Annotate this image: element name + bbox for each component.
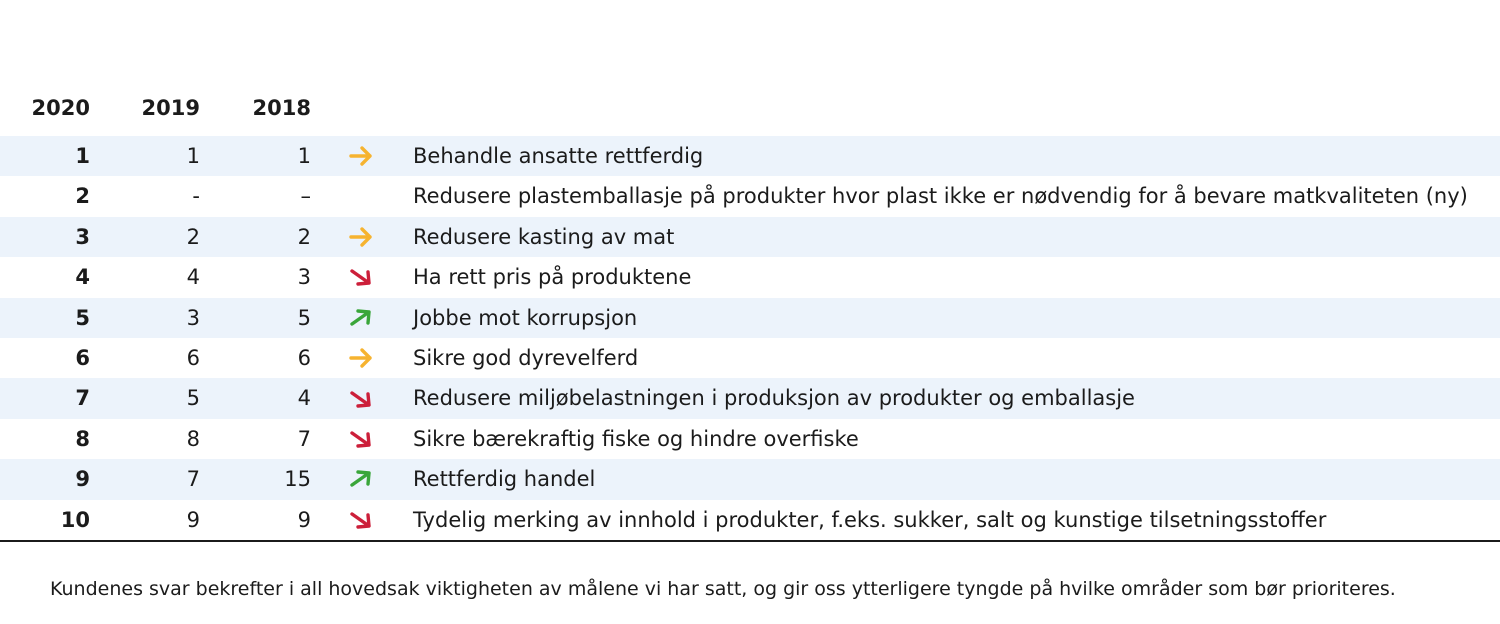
table-row (0, 500, 1500, 540)
table-row (0, 419, 1500, 459)
rank-2018: 3 (297, 265, 311, 290)
rank-2020: 7 (75, 386, 90, 411)
table-row (0, 378, 1500, 418)
footnote: Kundenes svar bekrefter i all hovedsak viktigheten av målene vi har satt, og gir oss ytterligere tyngde på hvilke områder som bør prioriteres. (50, 578, 1396, 600)
rank-2020: 4 (75, 265, 90, 290)
table-row (0, 176, 1500, 216)
rank-2019: 9 (186, 507, 200, 532)
goal-label: Redusere plastemballasje på produkter hvor plast ikke er nødvendig for å bevare matkvaliteten (ny) (413, 184, 1468, 209)
rank-2020: 6 (75, 345, 90, 370)
rank-2018: 4 (297, 386, 311, 411)
rank-2018: 6 (297, 345, 311, 370)
goal-label: Rettferdig handel (413, 467, 596, 492)
rank-2020: 2 (75, 184, 90, 209)
ranking-table (0, 136, 1500, 540)
table-row (0, 459, 1500, 499)
table-row (0, 217, 1500, 257)
trend-up-arrow-icon (349, 459, 375, 499)
rank-2019: 7 (186, 467, 200, 492)
table-row (0, 136, 1500, 176)
trend-right-arrow-icon (349, 217, 375, 257)
trend-down-arrow-icon (349, 500, 375, 540)
table-row (0, 298, 1500, 338)
goal-label: Sikre god dyrevelferd (413, 345, 639, 370)
rank-2018: – (300, 184, 311, 209)
header-2018: 2018 (252, 96, 311, 120)
trend-up-arrow-icon (349, 298, 375, 338)
rank-2018: 1 (297, 144, 311, 168)
goal-label: Ha rett pris på produktene (413, 265, 692, 290)
goal-label: Redusere kasting av mat (413, 224, 675, 249)
rank-2020: 1 (75, 144, 90, 168)
table-bottom-rule (0, 540, 1500, 542)
rank-2019: 2 (186, 224, 200, 249)
rank-2020: 9 (75, 467, 90, 492)
rank-2019: 6 (186, 345, 200, 370)
rank-2020: 10 (60, 507, 90, 532)
trend-empty (349, 176, 375, 216)
trend-right-arrow-icon (349, 338, 375, 378)
rank-2020: 5 (75, 305, 90, 330)
trend-down-arrow-icon (349, 419, 375, 459)
table-row (0, 257, 1500, 297)
trend-right-arrow-icon (349, 136, 375, 176)
goal-label: Redusere miljøbelastningen i produksjon av produkter og emballasje (413, 386, 1135, 411)
rank-2018: 15 (284, 467, 311, 492)
goal-label: Behandle ansatte rettferdig (413, 144, 704, 168)
table-header (0, 96, 1500, 124)
rank-2019: 5 (186, 386, 200, 411)
rank-2019: 8 (186, 426, 200, 451)
trend-down-arrow-icon (349, 257, 375, 297)
header-2019: 2019 (141, 96, 200, 120)
rank-2018: 9 (297, 507, 311, 532)
trend-down-arrow-icon (349, 378, 375, 418)
goal-label: Jobbe mot korrupsjon (413, 305, 638, 330)
header-2020: 2020 (31, 96, 90, 120)
goal-label: Sikre bærekraftig fiske og hindre overfiske (413, 426, 859, 451)
rank-2020: 8 (75, 426, 90, 451)
rank-2020: 3 (75, 224, 90, 249)
rank-2019: 3 (186, 305, 200, 330)
rank-2018: 2 (297, 224, 311, 249)
rank-2019: 4 (186, 265, 200, 290)
table-row (0, 338, 1500, 378)
rank-2019: - (192, 184, 200, 209)
rank-2018: 7 (297, 426, 311, 451)
goal-label: Tydelig merking av innhold i produkter, f.eks. sukker, salt og kunstige tilsetningsstoffer (413, 507, 1327, 532)
rank-2019: 1 (186, 144, 200, 168)
rank-2018: 5 (297, 305, 311, 330)
